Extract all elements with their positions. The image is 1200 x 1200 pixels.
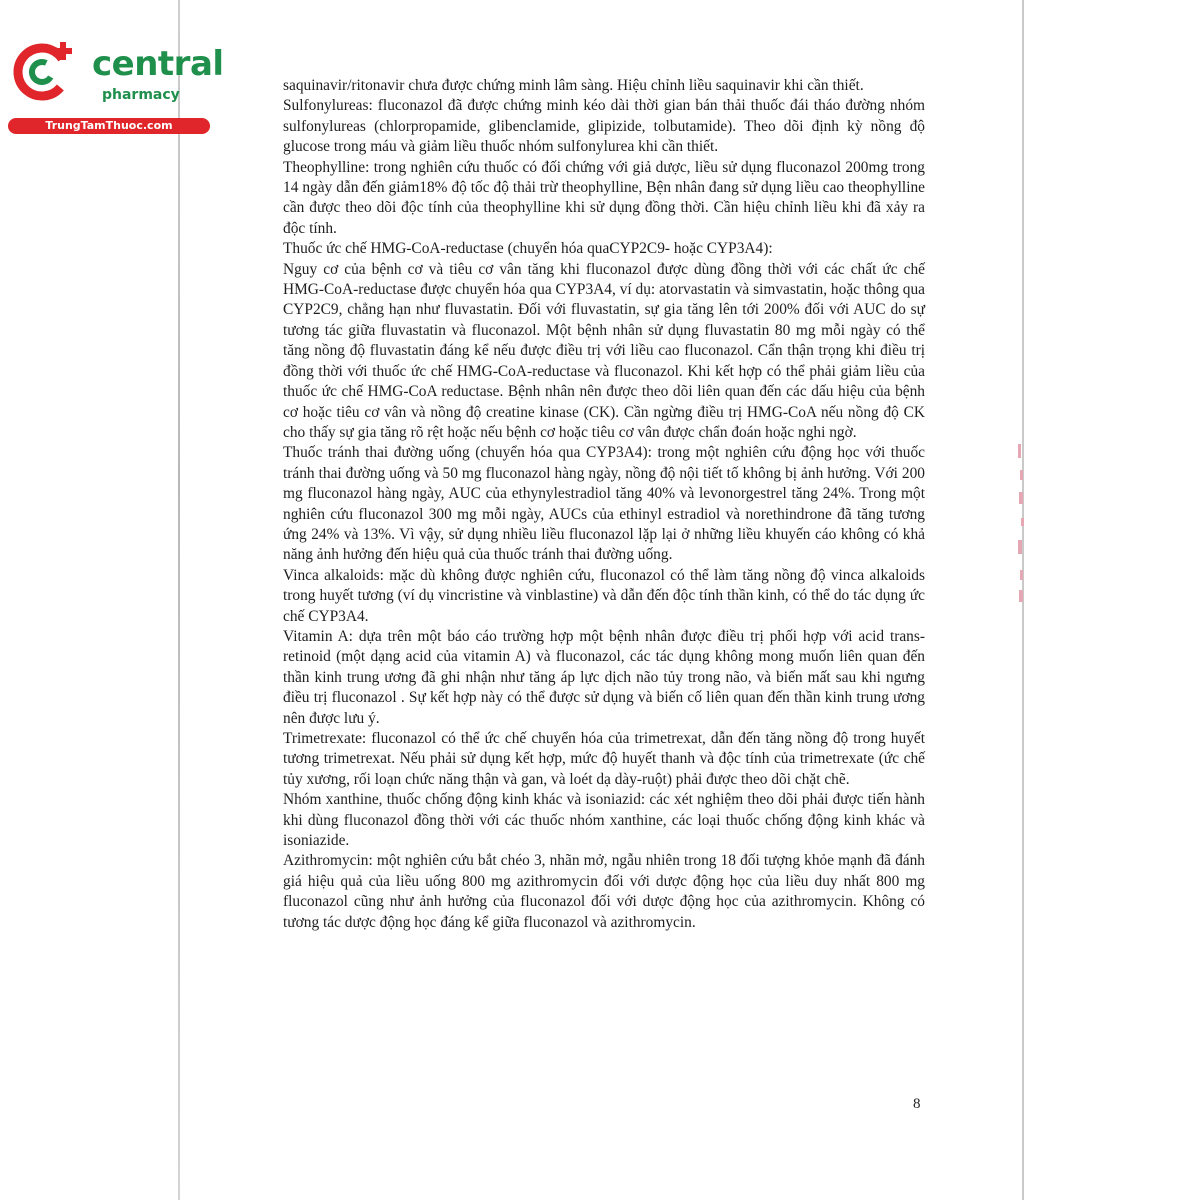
paragraph-xanthine: Nhóm xanthine, thuốc chống động kinh khác và isoniazid: các xét nghiệm theo dõi phải được tiến hành khi dùng fluconazol đồng thời với các thuốc nhóm xanthine, các loại thuốc chống động kinh khác và isoniazide.	[283, 791, 925, 850]
logo-brand-subtitle: pharmacy	[102, 87, 180, 103]
paragraph-hmg-coa: Nguy cơ của bệnh cơ và tiêu cơ vân tăng khi fluconazol được dùng đồng thời với các chất ức chế HMG-CoA-reductase được chuyển hóa qua CYP3A4, ví dụ: atorvastatin và simvastatin, hoặc thông qua CYP2C9, chẳng hạn như fluvastatin. Đối với fluvastatin, sự gia tăng lên tới 200% đối với AUC do sự tương tác giữa fluvastatin và fluconazol. Một bệnh nhân sử dụng fluvastatin 80 mg mỗi ngày có thể tăng nồng độ fluvastatin đáng kể nếu được điều trị với liều cao fluconazol. Cẩn thận trọng khi điều trị đồng thời với thuốc ức chế HMG-CoA-reductase và fluconazol. Khi kết hợp có thể phải giảm liều của thuốc ức chế HMG-CoA reductase. Bệnh nhân nên được theo dõi liên quan đến các dấu hiệu của bệnh cơ hoặc tiêu cơ vân và nồng độ creatine kinase (CK). Cần ngừng điều trị HMG-CoA nếu nồng độ CK cho thấy sự gia tăng rõ rệt hoặc nếu bệnh cơ hoặc tiêu cơ vân được chẩn đoán hoặc nghi ngờ.	[283, 260, 925, 441]
paragraph-sulfonylureas: Sulfonylureas: fluconazol đã được chứng minh kéo dài thời gian bán thải thuốc đái tháo đường nhóm sulfonylureas (chlorpropamide, glibenclamide, glipizide, tolbutamide). Theo dõi định kỳ nồng độ glucose trong máu và giảm liều thuốc nhóm sulfonylurea khi cần thiết.	[283, 97, 925, 156]
paragraph-vinca-alkaloids: Vinca alkaloids: mặc dù không được nghiên cứu, fluconazol có thể làm tăng nồng độ vinca alkaloids trong huyết tương (ví dụ vincristine và vinblastine) và dẫn đến độc tính thần kinh, có thể do tác dụng ức chế CYP3A4.	[283, 566, 925, 625]
page-number: 8	[913, 1096, 921, 1112]
paragraph-hmg-coa-heading: Thuốc ức chế HMG-CoA-reductase (chuyển hóa quaCYP2C9- hoặc CYP3A4):	[283, 240, 773, 258]
logo-brand-name: central	[92, 44, 224, 84]
scan-edge-left	[178, 0, 180, 1200]
paragraph-saquinavir: saquinavir/ritonavir chưa được chứng minh lâm sàng. Hiệu chỉnh liều saquinavir khi cần thiết.	[283, 77, 864, 94]
central-pharmacy-logo	[8, 36, 224, 136]
logo-mark-icon	[10, 36, 80, 106]
paragraph-oral-contraceptives: Thuốc tránh thai đường uống (chuyển hóa qua CYP3A4): trong một nghiên cứu động học với thuốc tránh thai đường uống và 50 mg fluconazol hàng ngày, nồng độ nội tiết tố không bị ảnh hưởng. Với 200 mg fluconazol hàng ngày, AUC của ethynylestradiol tăng 40% và levonorgestrel tăng 24%. Trong một nghiên cứu fluconazol 300 mg mỗi ngày, AUCs của ethinyl estradiol và norethindrone đã tăng tương ứng 24% và 13%. Vì vậy, sử dụng nhiều liều fluconazol lặp lại ở những liều khuyến cáo không có khả năng ảnh hưởng đến hiệu quả của thuốc tránh thai đường uống.	[283, 444, 925, 564]
paragraph-azithromycin: Azithromycin: một nghiên cứu bắt chéo 3, nhãn mở, ngẫu nhiên trong 18 đối tượng khỏe mạnh đã đánh giá hiệu quả của liều uống 800 mg azithromycin đối với dược động học của liều duy nhất 800 mg fluconazol cũng như ảnh hưởng của fluconazol đối với dược động học của azithromycin. Không có tương tác dược động học đáng kể giữa fluconazol và azithromycin.	[283, 852, 925, 931]
paragraph-vitamin-a: Vitamin A: dựa trên một báo cáo trường hợp một bệnh nhân được điều trị phối hợp với acid trans-retinoid (một dạng acid của vitamin A) và fluconazol, các tác dụng không mong muốn liên quan đến thần kinh trung ương đã ghi nhận như tăng áp lực dịch não tủy trong não, và biến mất sau khi ngưng điều trị fluconazol . Sự kết hợp này có thể được sử dụng và biến cố liên quan đến thần kinh trung ương nên được lưu ý.	[283, 627, 925, 727]
logo-url-text: TrungTamThuoc.com	[45, 119, 173, 132]
faint-stamp-marks	[1010, 440, 1032, 610]
paragraph-trimetrexate: Trimetrexate: fluconazol có thể ức chế chuyển hóa của trimetrexat, dẫn đến tăng nồng độ trong huyết tương trimetrexat. Nếu phải sử dụng kết hợp, mức độ huyết thanh và độc tính của trimetrexate (ức chế tủy xương, rối loạn chức năng thận và gan, và loét dạ dày-ruột) phải được theo dõi chặt chẽ.	[283, 730, 925, 788]
paragraph-theophylline: Theophylline: trong nghiên cứu thuốc có đối chứng với giả dược, liều sử dụng fluconazol 200mg trong 14 ngày dẫn đến giảm18% độ tốc độ thải trừ theophylline, Bện nhân đang sử dụng liều cao theophylline cần được theo dõi độc tính của theophylline khi sử dụng đồng thời. Cần hiệu chỉnh liều khi đã xảy ra độc tính.	[283, 158, 925, 237]
document-body	[283, 76, 925, 933]
